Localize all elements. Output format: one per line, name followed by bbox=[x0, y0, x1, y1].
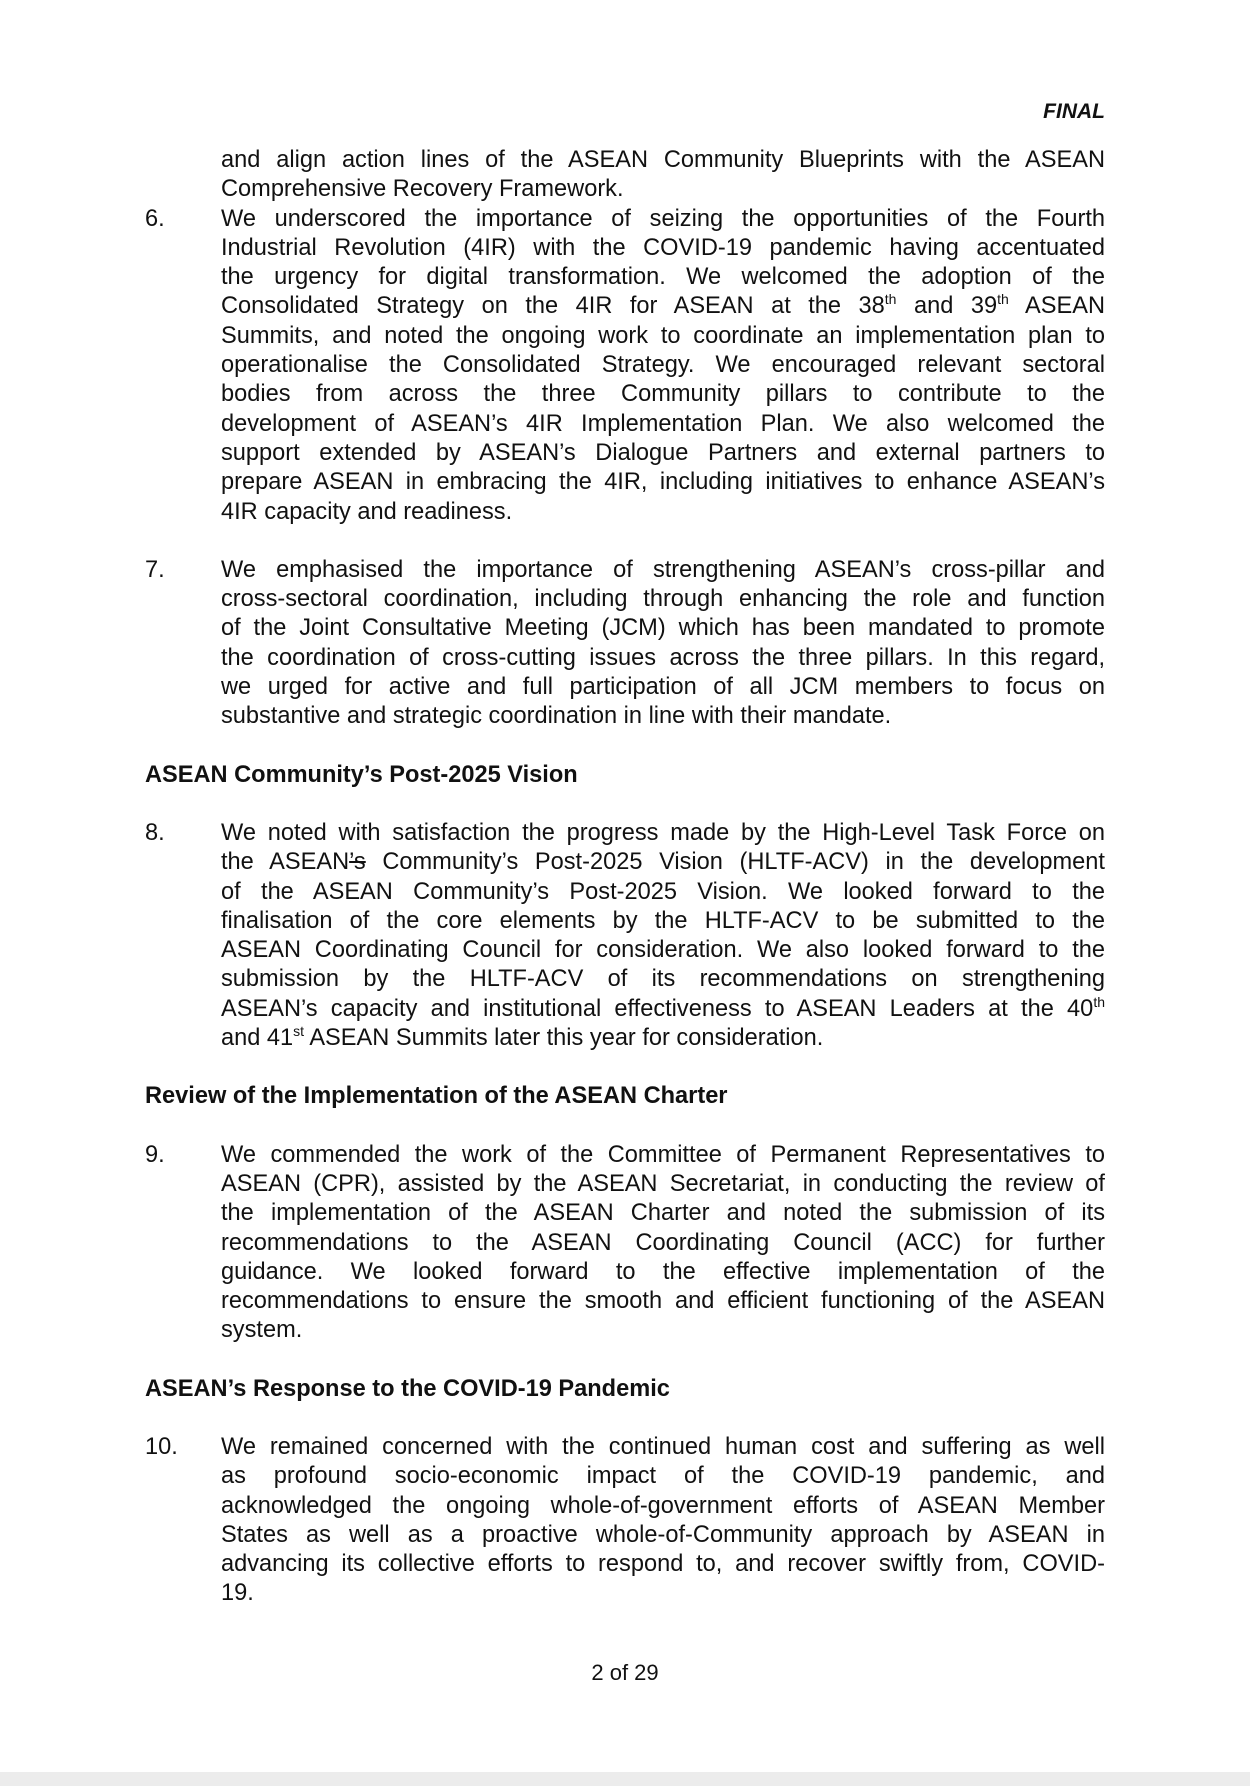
text-line: Industrial Revolution (4IR) with the COVID-19 pandemic having accentuated bbox=[221, 234, 1105, 261]
text-line: 19. bbox=[221, 1580, 254, 1607]
section-heading-charter-review: Review of the Implementation of the ASEAN Charter bbox=[145, 1083, 728, 1110]
document-body bbox=[145, 146, 1105, 1609]
text-line: submission by the HLTF-ACV of its recommendations on strengthening bbox=[221, 966, 1105, 993]
text-line bbox=[221, 292, 1105, 321]
bottom-edge-shading bbox=[0, 1772, 1250, 1786]
text-line: We commended the work of the Committee of Permanent Representatives to bbox=[221, 1141, 1105, 1168]
text-line: the coordination of cross-cutting issues across the three pillars. In this regard, bbox=[221, 644, 1105, 671]
text-line: acknowledged the ongoing whole-of-government efforts of ASEAN Member bbox=[221, 1492, 1105, 1519]
text-line: We underscored the importance of seizing the opportunities of the Fourth bbox=[221, 205, 1105, 232]
text-segment: and 39 bbox=[896, 293, 998, 320]
text-line bbox=[221, 1024, 1105, 1053]
text-segment: Consolidated Strategy on the 4IR for ASEAN at the 38 bbox=[221, 293, 885, 320]
paragraph-10 bbox=[145, 1433, 1105, 1609]
text-line: ASEAN Coordinating Council for consideration. We also looked forward to the bbox=[221, 937, 1105, 964]
text-line: system. bbox=[221, 1317, 303, 1344]
text-line: of the Joint Consultative Meeting (JCM) which has been mandated to promote bbox=[221, 615, 1105, 642]
text-line: prepare ASEAN in embracing the 4IR, including initiatives to enhance ASEAN’s bbox=[221, 469, 1105, 496]
text-line: ASEAN (CPR), assisted by the ASEAN Secretariat, in conducting the review of bbox=[221, 1170, 1105, 1197]
paragraph-6 bbox=[145, 205, 1105, 527]
text-line: we urged for active and full participation of all JCM members to focus on bbox=[221, 674, 1105, 701]
superscript: th bbox=[997, 291, 1009, 308]
text-line: We noted with satisfaction the progress made by the High-Level Task Force on bbox=[221, 819, 1105, 846]
text-segment: ASEAN’s capacity and institutional effectiveness to ASEAN Leaders at the 40 bbox=[221, 995, 1094, 1022]
text-line: States as well as a proactive whole-of-Community approach by ASEAN in bbox=[221, 1521, 1105, 1548]
text-line bbox=[221, 848, 1105, 877]
text-segment: the ASEAN bbox=[221, 849, 350, 876]
section-heading-post-2025-vision: ASEAN Community’s Post-2025 Vision bbox=[145, 761, 578, 788]
paragraph-7 bbox=[145, 556, 1105, 732]
text-segment: and 41 bbox=[221, 1025, 294, 1052]
text-line: substantive and strategic coordination in line with their mandate. bbox=[221, 703, 892, 730]
text-line: guidance. We looked forward to the effective implementation of the bbox=[221, 1258, 1105, 1285]
paragraph-number: 9. bbox=[145, 1141, 165, 1168]
text-line: Comprehensive Recovery Framework. bbox=[221, 176, 624, 203]
text-line: recommendations to ensure the smooth and efficient functioning of the ASEAN bbox=[221, 1288, 1105, 1315]
text-line: the implementation of the ASEAN Charter and noted the submission of its bbox=[221, 1200, 1105, 1227]
text-line: advancing its collective efforts to respond to, and recover swiftly from, COVID- bbox=[221, 1551, 1105, 1578]
text-line: and align action lines of the ASEAN Community Blueprints with the ASEAN bbox=[221, 147, 1105, 173]
text-line: the urgency for digital transformation. We welcomed the adoption of the bbox=[221, 264, 1105, 291]
paragraph-5-continuation bbox=[145, 146, 1105, 205]
text-line: of the ASEAN Community’s Post-2025 Vision. We looked forward to the bbox=[221, 878, 1105, 905]
superscript: th bbox=[884, 291, 897, 308]
paragraph-number: 6. bbox=[145, 205, 165, 232]
text-segment: Community’s Post-2025 Vision (HLTF-ACV) in the development bbox=[365, 849, 1105, 876]
text-line: support extended by ASEAN’s Dialogue Partners and external partners to bbox=[221, 439, 1105, 466]
paragraph-8 bbox=[145, 819, 1105, 1053]
section-heading-covid-response: ASEAN’s Response to the COVID-19 Pandemic bbox=[145, 1375, 670, 1402]
text-line: We emphasised the importance of strengthening ASEAN’s cross-pillar and bbox=[221, 556, 1105, 583]
paragraph-9 bbox=[145, 1141, 1105, 1346]
text-line: finalisation of the core elements by the HLTF-ACV to be submitted to the bbox=[221, 907, 1105, 934]
paragraph-number: 10. bbox=[145, 1433, 178, 1460]
page-number: 2 of 29 bbox=[591, 1660, 659, 1685]
text-line: We remained concerned with the continued human cost and suffering as well bbox=[221, 1433, 1105, 1460]
text-line: development of ASEAN’s 4IR Implementation Plan. We also welcomed the bbox=[221, 410, 1105, 437]
paragraph-number: 8. bbox=[145, 819, 165, 846]
text-line: recommendations to the ASEAN Coordinating Council (ACC) for further bbox=[221, 1229, 1105, 1256]
text-line: operationalise the Consolidated Strategy. We encouraged relevant sectoral bbox=[221, 352, 1105, 379]
text-line: bodies from across the three Community pillars to contribute to the bbox=[221, 381, 1105, 408]
text-line: cross-sectoral coordination, including through enhancing the role and function bbox=[221, 586, 1105, 613]
paragraph-number: 7. bbox=[145, 556, 165, 583]
struck-text: ’s bbox=[349, 849, 366, 876]
final-status-label: FINAL bbox=[1043, 100, 1105, 123]
text-segment: ASEAN bbox=[1008, 293, 1105, 320]
text-line bbox=[221, 995, 1105, 1024]
superscript: th bbox=[1093, 993, 1105, 1010]
text-segment: ASEAN Summits later this year for consideration. bbox=[304, 1025, 824, 1052]
text-line: 4IR capacity and readiness. bbox=[221, 498, 513, 525]
text-line: Summits, and noted the ongoing work to coordinate an implementation plan to bbox=[221, 322, 1105, 349]
text-line: as profound socio-economic impact of the COVID-19 pandemic, and bbox=[221, 1463, 1105, 1490]
superscript: st bbox=[293, 1023, 305, 1040]
